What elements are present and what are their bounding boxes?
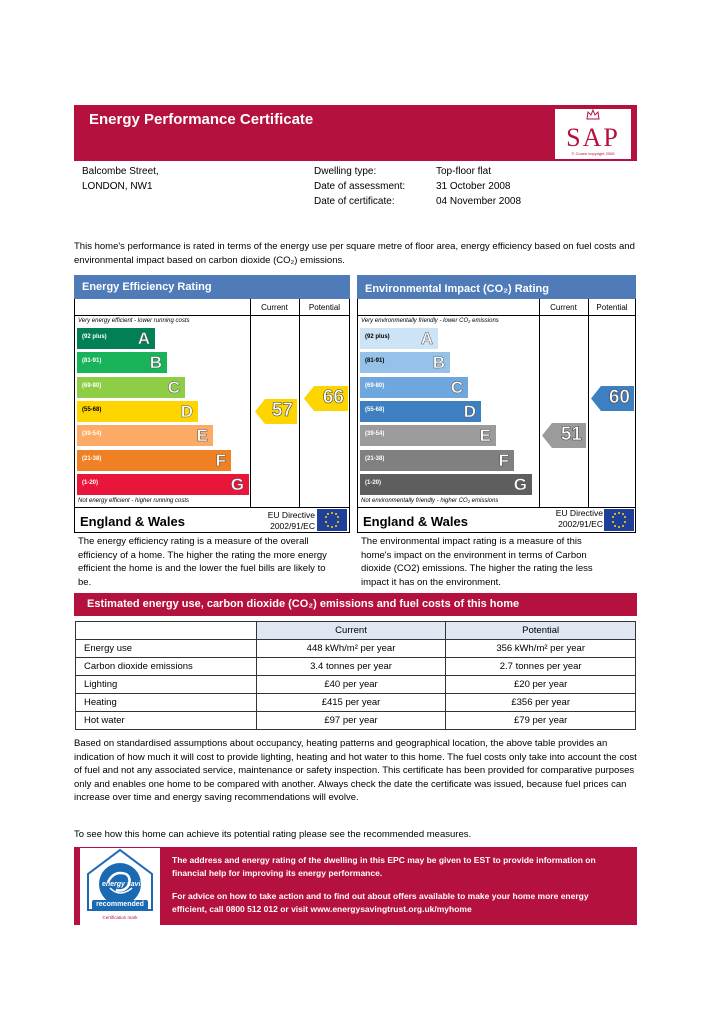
band-a [360, 328, 438, 349]
est-paragraph-2: For advice on how to take action and to find out about offers available to make your home more energy efficient, call 0800 512 012 or visit www.energysavingtrust.org.uk/myhome [172, 891, 589, 914]
band-letter: G [513, 474, 527, 494]
band-letter: E [196, 426, 208, 446]
environment-title: Environmental Impact (CO₂) Rating [357, 275, 636, 299]
top-note: Very energy efficient - lower running costs [78, 318, 190, 324]
band-letter: G [230, 474, 244, 494]
certificate-header [74, 105, 637, 161]
est-url-link[interactable]: www.energysavingtrust.org.uk/myhome [310, 904, 472, 914]
band-f [360, 450, 514, 471]
col-potential: Potential [308, 303, 341, 312]
logo-text-recommended: recommended [96, 901, 144, 908]
table-row: Carbon dioxide emissions 3.4 tonnes per year 2.7 tonnes per year [76, 658, 636, 676]
est-phone: 0800 512 012 [225, 904, 278, 914]
table-row: Energy use 448 kWh/m² per year 356 kWh/m² per year [76, 640, 636, 658]
col-current: Current [550, 303, 577, 312]
band-e [360, 425, 496, 446]
details-values [436, 164, 521, 209]
band-b [360, 352, 450, 373]
est-text [172, 854, 612, 916]
band-letter: F [498, 450, 509, 470]
address-line-1: Balcombe Street, [82, 166, 159, 177]
band-letter: B [149, 353, 162, 373]
efficiency-panel [74, 275, 350, 589]
detail-label: Date of assessment: [314, 181, 406, 192]
details-labels [314, 164, 405, 209]
band-letter: F [215, 450, 226, 470]
eu-directive: EU Directive 2002/91/EC [555, 508, 603, 529]
band-letter: C [167, 377, 180, 397]
band-c [360, 377, 468, 398]
potential-rating-value: 66 [322, 386, 344, 408]
region-label: England & Wales [80, 514, 185, 529]
band-range: (81-91) [365, 358, 385, 365]
band-range: (69-80) [365, 382, 385, 389]
col-potential: Potential [446, 622, 636, 640]
band-g [77, 474, 249, 495]
logo-text-energy-saving: energy saving [102, 881, 150, 888]
band-letter: B [432, 353, 445, 373]
detail-value: Top-floor flat [436, 166, 492, 177]
col-current: Current [261, 303, 288, 312]
band-letter: D [180, 401, 193, 421]
intro-text: This home's performance is rated in terms of the energy use per square metre of floor area, energy efficiency based on fuel costs and environmental impact based on carbon dioxide (CO₂) emissions. [74, 241, 635, 266]
band-g [360, 474, 532, 495]
band-range: (55-68) [82, 406, 102, 413]
estimates-title: Estimated energy use, carbon dioxide (CO₂) emissions and fuel costs of this home [74, 593, 637, 616]
crown-icon [586, 109, 600, 121]
band-letter: D [463, 401, 476, 421]
estimates-table [75, 621, 636, 730]
band-e [77, 425, 213, 446]
current-rating-value: 51 [560, 424, 582, 446]
top-note: Very environmentally friendly - lower CO₂ emissions [361, 318, 499, 324]
address-line-2: LONDON, NW1 [82, 181, 153, 192]
band-range: (92 plus) [365, 334, 390, 340]
band-letter: E [479, 426, 491, 446]
col-potential: Potential [596, 303, 628, 312]
see-measures-text: To see how this home can achieve its potential rating please see the recommended measures. [74, 829, 472, 840]
band-b [77, 352, 167, 373]
bottom-note: Not environmentally friendly - higher CO₂ emissions [361, 498, 499, 504]
current-rating-arrow [255, 399, 297, 424]
efficiency-caption: The energy efficiency rating is a measure of the overall efficiency of a home. The higher the rating the more energy efficient the home is and the lower the fuel bills are likely to be. [78, 536, 327, 588]
detail-value: 04 November 2008 [436, 196, 522, 207]
band-range: (39-54) [365, 431, 385, 438]
band-range: (21-38) [365, 455, 385, 462]
band-f [77, 450, 231, 471]
band-letter: A [420, 329, 433, 348]
table-header-row [76, 622, 636, 640]
address [82, 164, 159, 194]
sap-letters: SAP [566, 123, 620, 152]
band-c [77, 377, 185, 398]
assumptions-text: Based on standardised assumptions about occupancy, heating patterns and geographical location, the above table provides an indication of how much it will cost to provide lighting, heating and hot water to this home. The fuel costs only take into account the cost of fuel and not any associated service, maintenance or safety inspection. This certificate has been provided for comparative purposes only and enables one home to be compared with another. Always check the date the certificate was issued, because fuel prices can increase over time and energy saving recommendations will evolve. [74, 738, 637, 803]
eu-flag-icon [604, 509, 634, 531]
est-paragraph-1: The address and energy rating of the dwelling in this EPC may be given to EST to provide information on financial help for improving its energy performance. [172, 855, 596, 878]
band-range: (92 plus) [82, 334, 107, 340]
environment-chart [357, 299, 636, 533]
band-range: (1-20) [365, 479, 382, 486]
band-a [77, 328, 155, 349]
potential-rating-arrow [591, 386, 634, 411]
logo-caption: Certification mark [102, 915, 138, 920]
table-row: Lighting £40 per year £20 per year [76, 676, 636, 694]
certificate-title: Energy Performance Certificate [89, 111, 314, 128]
band-letter: A [137, 329, 150, 348]
current-rating-value: 57 [271, 399, 293, 421]
bottom-note: Not energy efficient - higher running costs [78, 498, 190, 504]
potential-rating-arrow [304, 386, 348, 411]
band-range: (81-91) [82, 358, 102, 365]
energy-saving-logo [80, 848, 160, 925]
efficiency-title: Energy Efficiency Rating [74, 275, 350, 299]
efficiency-chart [74, 299, 350, 533]
band-range: (21-38) [82, 455, 102, 462]
band-range: (1-20) [82, 479, 99, 486]
environment-caption: The environmental impact rating is a measure of this home's impact on the environment in terms of Carbon dioxide (CO2) emissions. The higher the rating the less impact it has on the environment. [361, 536, 593, 588]
eu-directive: EU Directive 2002/91/EC [267, 510, 315, 531]
region-label: England & Wales [363, 514, 468, 529]
band-range: (69-80) [82, 382, 102, 389]
detail-label: Date of certificate: [314, 196, 395, 207]
table-row: Heating £415 per year £356 per year [76, 694, 636, 712]
eu-flag-icon [317, 509, 347, 531]
table-row: Hot water £97 per year £79 per year [76, 712, 636, 730]
sap-logo [555, 109, 631, 159]
detail-label: Dwelling type: [314, 166, 377, 177]
band-letter: C [450, 377, 463, 397]
potential-rating-value: 60 [608, 386, 630, 408]
band-d [360, 401, 481, 422]
band-d [77, 401, 198, 422]
current-rating-arrow [542, 423, 586, 448]
sap-copyright: © Crown copyright 2005 [571, 151, 615, 156]
detail-value: 31 October 2008 [436, 181, 511, 192]
col-current: Current [256, 622, 446, 640]
band-range: (55-68) [365, 406, 385, 413]
band-range: (39-54) [82, 431, 102, 438]
environment-panel [357, 275, 636, 589]
